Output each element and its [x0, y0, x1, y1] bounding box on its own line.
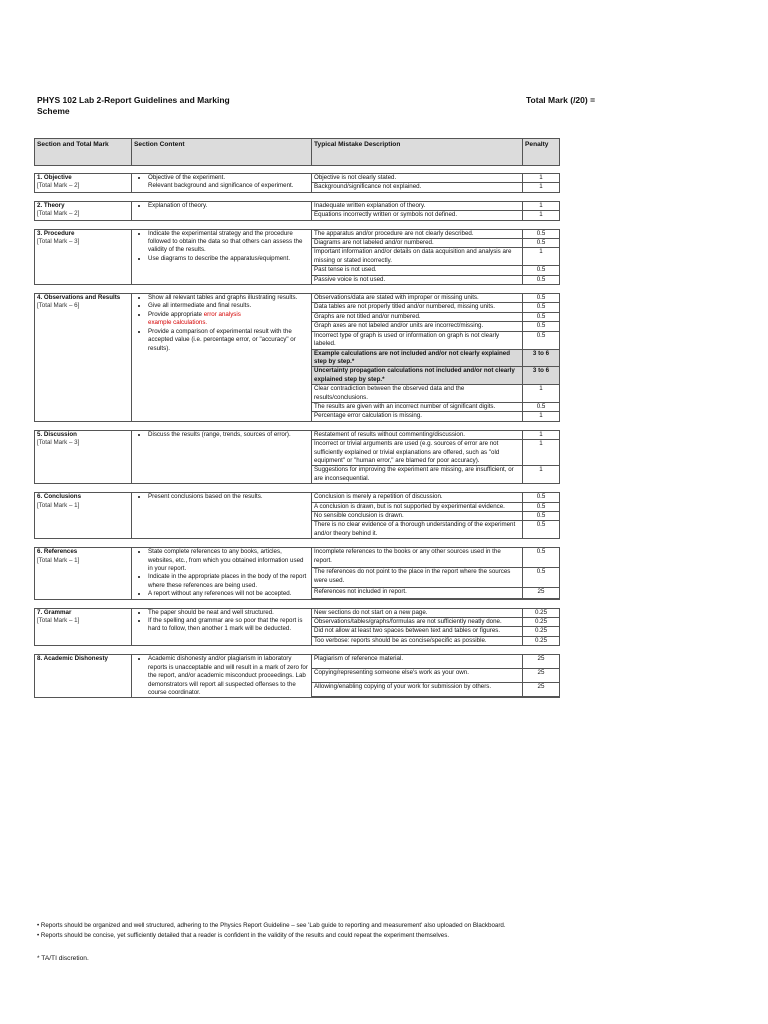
- section-cell: [35, 608, 132, 646]
- content-item: • Provide appropriate error analysis example calculations.: [148, 311, 309, 328]
- mistake-cell: Graph axes are not labeled and/or units are incorrect/missing.: [312, 322, 523, 331]
- section-cell: [35, 294, 132, 422]
- table-row: [35, 430, 560, 439]
- mistake-cell: Allowing/enabling copying of your work for submission by others.: [312, 682, 523, 696]
- table-row: [35, 608, 560, 617]
- penalty-cell: 0.25: [523, 636, 560, 645]
- penalty-cell: 1: [523, 430, 560, 439]
- mistake-cell: Equations incorrectly written or symbols not defined.: [312, 211, 523, 220]
- penalty-cell: 0.5: [523, 331, 560, 349]
- mistake-cell: Suggestions for improving the experiment are missing, are insufficient, or are inconsequential.: [312, 466, 523, 484]
- section-content: [132, 294, 312, 422]
- note-item: • Reports should be organized and well structured, adhering to the Physics Report Guideline – see 'Lab guide to reporting and measurement' also uploaded on Blackboard.: [37, 922, 506, 929]
- header-penalty: Penalty: [523, 139, 560, 166]
- section-cell: [35, 430, 132, 483]
- section-total: [Total Mark – 2]: [37, 210, 80, 218]
- penalty-cell: 1: [523, 385, 560, 403]
- section-total: [Total Mark – 3]: [37, 439, 80, 447]
- content-item: • Show all relevant tables and graphs illustrating results.: [148, 294, 309, 302]
- mistake-cell: References not included in report.: [312, 588, 523, 599]
- section-name: 1. Objective: [37, 174, 72, 181]
- mistake-cell: Background/significance not explained.: [312, 183, 523, 192]
- section-total: [Total Mark – 6]: [37, 302, 80, 310]
- penalty-cell: [523, 696, 560, 698]
- content-item: • Explanation of theory.: [148, 202, 309, 210]
- mistake-cell: No sensible conclusion is drawn.: [312, 512, 523, 521]
- content-item: • Academic dishonesty and/or plagiarism in laboratory reports is unacceptable and will result in a mark of zero for the report, and/or academic misconduct proceedings. Lab demonstrators will report all suspected offenses to the course coordinator.: [148, 655, 309, 697]
- penalty-cell: 0.5: [523, 548, 560, 568]
- penalty-cell: 0.5: [523, 402, 560, 411]
- mistake-cell: Incorrect or trivial arguments are used (e.g. sources of error are not sufficiently explained or trivial explanations are offered, such as "old equipment" or "human error," are blamed for poor accuracy).: [312, 440, 523, 466]
- mistake-cell: Passive voice is not used.: [312, 275, 523, 284]
- penalty-cell: 1: [523, 201, 560, 210]
- penalty-cell: 1: [523, 412, 560, 421]
- section-content: [132, 229, 312, 284]
- penalty-cell: 0.5: [523, 266, 560, 275]
- mistake-cell: Incorrect type of graph is used or information on graph is not clearly labeled.: [312, 331, 523, 349]
- penalty-cell: 0.5: [523, 568, 560, 588]
- section-gap: [35, 220, 560, 229]
- penalty-cell: 0.5: [523, 303, 560, 312]
- penalty-cell: 1: [523, 183, 560, 192]
- content-item: • Present conclusions based on the results.: [148, 493, 309, 501]
- mistake-cell: Graphs are not titled and/or numbered.: [312, 312, 523, 321]
- table-row: [35, 294, 560, 303]
- section-cell: [35, 493, 132, 539]
- penalty-cell: 3 to 6: [523, 367, 560, 385]
- penalty-cell: 0.25: [523, 627, 560, 636]
- penalty-cell: 0.25: [523, 608, 560, 617]
- section-content: [132, 493, 312, 539]
- penalty-cell: 0.5: [523, 502, 560, 511]
- note-item: • Reports should be concise, yet sufficiently detailed that a reader is confident in the validity of the results and could repeat the experiment themselves.: [37, 932, 450, 939]
- content-item: • Give all intermediate and final results.: [148, 302, 309, 310]
- section-total: [Total Mark – 1]: [37, 617, 80, 625]
- footnote: * TA/TI discretion.: [37, 955, 89, 962]
- content-item: • State complete references to any books, articles, websites, etc., from which you obtained information used in your report.: [148, 548, 309, 573]
- content-item: • Use diagrams to describe the apparatus/equipment.: [148, 255, 309, 263]
- mistake-cell: Uncertainty propagation calculations not included and/or not clearly explained step by step.*: [312, 367, 523, 385]
- section-gap: [35, 599, 560, 608]
- mistake-cell: Clear contradiction between the observed data and the results/conclusions.: [312, 385, 523, 403]
- table-row: [35, 655, 560, 669]
- penalty-cell: 25: [523, 682, 560, 696]
- section-cell: [35, 229, 132, 284]
- table-row: [35, 493, 560, 502]
- table-row: [35, 201, 560, 210]
- penalty-cell: 0.5: [523, 275, 560, 284]
- mistake-cell: Data tables are not properly titled and/or numbered, missing units.: [312, 303, 523, 312]
- section-gap: [35, 421, 560, 430]
- mistake-cell: New sections do not start on a new page.: [312, 608, 523, 617]
- mistake-cell: Important information and/or details on data acquisition and analysis are missing or stated incorrectly.: [312, 248, 523, 266]
- table-row: [35, 229, 560, 238]
- section-name: 8. Academic Dishonesty: [37, 655, 108, 663]
- mistake-cell: A conclusion is drawn, but is not supported by experimental evidence.: [312, 502, 523, 511]
- content-item: • Indicate the experimental strategy and the procedure followed to obtain the data so that others can assess the validity of the results.: [148, 230, 309, 255]
- content-item: • Discuss the results (range, trends, sources of error).: [148, 431, 309, 439]
- penalty-cell: 25: [523, 655, 560, 669]
- mistake-cell: Plagiarism of reference material.: [312, 655, 523, 669]
- mistake-cell: Percentage error calculation is missing.: [312, 412, 523, 421]
- section-gap: [35, 484, 560, 493]
- mistake-cell: [312, 696, 523, 698]
- penalty-cell: 0.5: [523, 521, 560, 539]
- mistake-cell: Diagrams are not labeled and/or numbered.: [312, 239, 523, 248]
- mistake-cell: Past tense is not used.: [312, 266, 523, 275]
- content-item: • Objective of the experiment. Relevant background and significance of experiment.: [148, 174, 309, 191]
- content-item: • Indicate in the appropriate places in the body of the report where these references are being used.: [148, 573, 309, 590]
- section-gap: [35, 539, 560, 548]
- section-name: 6. References: [37, 548, 78, 556]
- mistake-cell: Example calculations are not included and/or not clearly explained step by step.*: [312, 349, 523, 367]
- notes: [37, 921, 737, 941]
- content-item: • If the spelling and grammar are so poor that the report is hard to follow, then another 1 mark will be deducted.: [148, 617, 309, 634]
- section-total: [Total Mark – 2]: [37, 182, 80, 190]
- section-cell: [35, 548, 132, 599]
- penalty-cell: 0.25: [523, 618, 560, 627]
- penalty-cell: 1: [523, 211, 560, 220]
- header-row: [35, 139, 560, 166]
- mistake-cell: The references do not point to the place in the report where the sources were used.: [312, 568, 523, 588]
- mistake-cell: Conclusion is merely a repetition of discussion.: [312, 493, 523, 502]
- table-row: [35, 548, 560, 568]
- rubric-header-table: [34, 138, 560, 166]
- penalty-cell: 1: [523, 440, 560, 466]
- mistake-cell: Did not allow at least two spaces between text and tables or figures.: [312, 627, 523, 636]
- section-name: 4. Observations and Results: [37, 294, 121, 302]
- content-item: • A report without any references will not be accepted.: [148, 590, 309, 598]
- penalty-cell: 1: [523, 466, 560, 484]
- mistake-cell: Observations/tables/graphs/formulas are not sufficiently neatly done.: [312, 618, 523, 627]
- mistake-cell: Too verbose: reports should be as concise/specific as possible.: [312, 636, 523, 645]
- section-total: [Total Mark – 3]: [37, 238, 80, 246]
- mistake-cell: The apparatus and/or procedure are not clearly described.: [312, 229, 523, 238]
- section-content: [132, 201, 312, 220]
- penalty-cell: 0.5: [523, 512, 560, 521]
- section-content: [132, 430, 312, 483]
- penalty-cell: 0.5: [523, 322, 560, 331]
- section-total: [Total Mark – 1]: [37, 556, 80, 564]
- penalty-cell: 0.5: [523, 239, 560, 248]
- mistake-cell: Inadequate written explanation of theory.: [312, 201, 523, 210]
- penalty-cell: 0.5: [523, 294, 560, 303]
- section-content: [132, 608, 312, 646]
- section-content: [132, 174, 312, 193]
- mistake-cell: Observations/data are stated with improper or missing units.: [312, 294, 523, 303]
- penalty-cell: 25: [523, 669, 560, 683]
- mistake-cell: Copying/representing someone else's work as your own.: [312, 669, 523, 683]
- penalty-cell: 1: [523, 248, 560, 266]
- page-title: PHYS 102 Lab 2-Report Guidelines and Marking Scheme: [37, 95, 230, 116]
- content-item: • The paper should be neat and well structured.: [148, 609, 309, 617]
- section-content: [132, 548, 312, 599]
- mistake-cell: Incomplete references to the books or any other sources used in the report.: [312, 548, 523, 568]
- section-gap: [35, 646, 560, 655]
- section-name: 7. Grammar: [37, 608, 72, 616]
- mistake-cell: Restatement of results without commenting/discussion.: [312, 430, 523, 439]
- section-name: 6. Conclusions: [37, 493, 82, 501]
- section-gap: [35, 192, 560, 201]
- content-item: • Provide a comparison of experimental result with the accepted value (i.e. percentage error, or "accuracy" or results).: [148, 328, 309, 353]
- section-gap: [35, 285, 560, 294]
- penalty-cell: 0.5: [523, 493, 560, 502]
- section-cell: [35, 201, 132, 220]
- penalty-cell: 3 to 6: [523, 349, 560, 367]
- section-cell: [35, 655, 132, 698]
- section-content: [132, 655, 312, 698]
- section-total: [Total Mark – 1]: [37, 501, 80, 509]
- highlight-text: error analysis example calculations.: [148, 310, 241, 327]
- header-section: Section and Total Mark: [35, 139, 132, 166]
- penalty-cell: 0.5: [523, 312, 560, 321]
- section-name: 2. Theory: [37, 201, 65, 209]
- total-mark-label: Total Mark (/20) =: [526, 95, 596, 105]
- table-row: [35, 174, 560, 183]
- mistake-cell: Objective is not clearly stated.: [312, 174, 523, 183]
- penalty-cell: 1: [523, 174, 560, 183]
- section-name: 5. Discussion: [37, 430, 77, 438]
- mistake-cell: The results are given with an incorrect number of significant digits.: [312, 402, 523, 411]
- penalty-cell: 25: [523, 588, 560, 599]
- header-mistake: Typical Mistake Description: [312, 139, 523, 166]
- mistake-cell: There is no clear evidence of a thorough understanding of the experiment and/or theory behind it.: [312, 521, 523, 539]
- header-content: Section Content: [132, 139, 312, 166]
- section-cell: [35, 174, 132, 193]
- rubric-table: [34, 173, 560, 698]
- section-name: 3. Procedure: [37, 229, 75, 237]
- penalty-cell: 0.5: [523, 229, 560, 238]
